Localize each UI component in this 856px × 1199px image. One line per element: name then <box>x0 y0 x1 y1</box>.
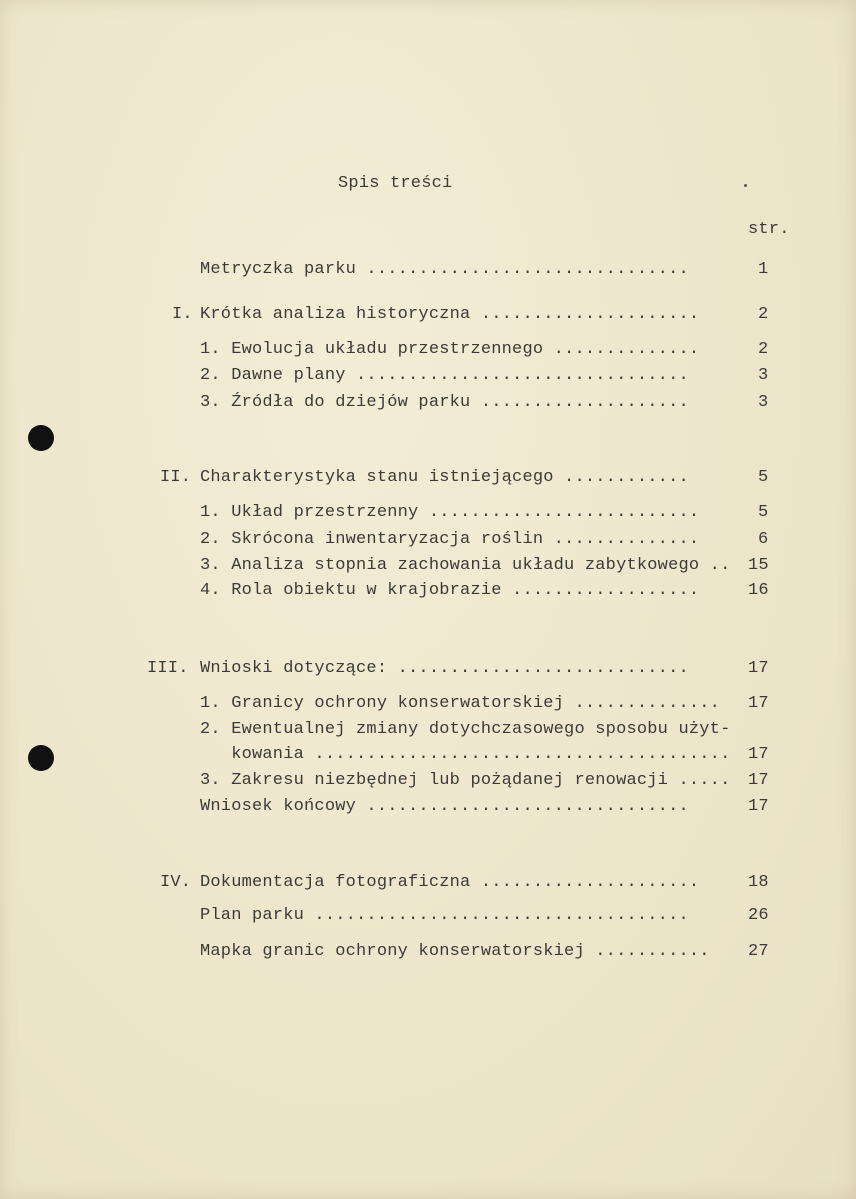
punch-hole-top <box>28 425 54 451</box>
toc-entry-page: 15 <box>748 556 769 575</box>
toc-section-number: III. <box>147 659 189 678</box>
toc-entry-page: 17 <box>748 745 769 764</box>
page-column-header: str. <box>748 220 790 239</box>
toc-entry-text: 1. Granicy ochrony konserwatorskiej .............. <box>200 694 721 713</box>
toc-entry-text: Plan parku .................................... <box>200 906 689 925</box>
toc-entry-text: 4. Rola obiektu w krajobrazie .................. <box>200 581 700 600</box>
punch-hole-bottom <box>28 745 54 771</box>
toc-entry-text: 2. Dawne plany ................................ <box>200 366 689 385</box>
toc-entry-page: 18 <box>748 873 769 892</box>
toc-entry-text: Dokumentacja fotograficzna ..................... <box>200 873 700 892</box>
toc-entry-page: 17 <box>748 694 769 713</box>
toc-entry-text: 2. Skrócona inwentaryzacja roślin .............. <box>200 530 700 549</box>
toc-entry-text: Mapka granic ochrony konserwatorskiej ........... <box>200 942 710 961</box>
toc-entry-page: 17 <box>748 797 769 816</box>
toc-section-number: I. <box>172 305 193 324</box>
toc-entry-text: 3. Źródła do dziejów parku .................... <box>200 393 689 412</box>
toc-entry-text: 1. Ewolucja układu przestrzennego .............. <box>200 340 700 359</box>
toc-entry-page: 17 <box>748 771 769 790</box>
ink-speck <box>744 184 747 187</box>
toc-section-number: II. <box>160 468 192 487</box>
toc-entry-page: 2 <box>758 305 769 324</box>
toc-entry-page: 26 <box>748 906 769 925</box>
toc-entry-text: 3. Zakresu niezbędnej lub pożądanej renowacji ..... <box>200 771 731 790</box>
toc-entry-page: 5 <box>758 503 769 522</box>
toc-entry-text: 3. Analiza stopnia zachowania układu zabytkowego .. <box>200 556 731 575</box>
toc-entry-text: Wniosek końcowy ............................... <box>200 797 689 816</box>
toc-entry-page: 5 <box>758 468 769 487</box>
toc-entry-text: 1. Układ przestrzenny .......................... <box>200 503 700 522</box>
toc-section-number: IV. <box>160 873 192 892</box>
toc-entry-text: Charakterystyka stanu istniejącego ............ <box>200 468 689 487</box>
toc-entry-page: 17 <box>748 659 769 678</box>
toc-entry-page: 16 <box>748 581 769 600</box>
toc-entry-page: 1 <box>758 260 769 279</box>
toc-entry-page: 2 <box>758 340 769 359</box>
toc-entry-page: 3 <box>758 366 769 385</box>
toc-entry-text: Krótka analiza historyczna ..................... <box>200 305 700 324</box>
toc-entry-text: kowania ........................................ <box>200 745 731 764</box>
toc-entry-page: 3 <box>758 393 769 412</box>
toc-entry-text: Metryczka parku ............................... <box>200 260 689 279</box>
toc-entry-page: 27 <box>748 942 769 961</box>
page-title: Spis treści <box>338 174 453 193</box>
toc-entry-text: 2. Ewentualnej zmiany dotychczasowego sposobu użyt- <box>200 720 731 739</box>
toc-entry-page: 6 <box>758 530 769 549</box>
toc-entry-text: Wnioski dotyczące: ............................ <box>200 659 689 678</box>
